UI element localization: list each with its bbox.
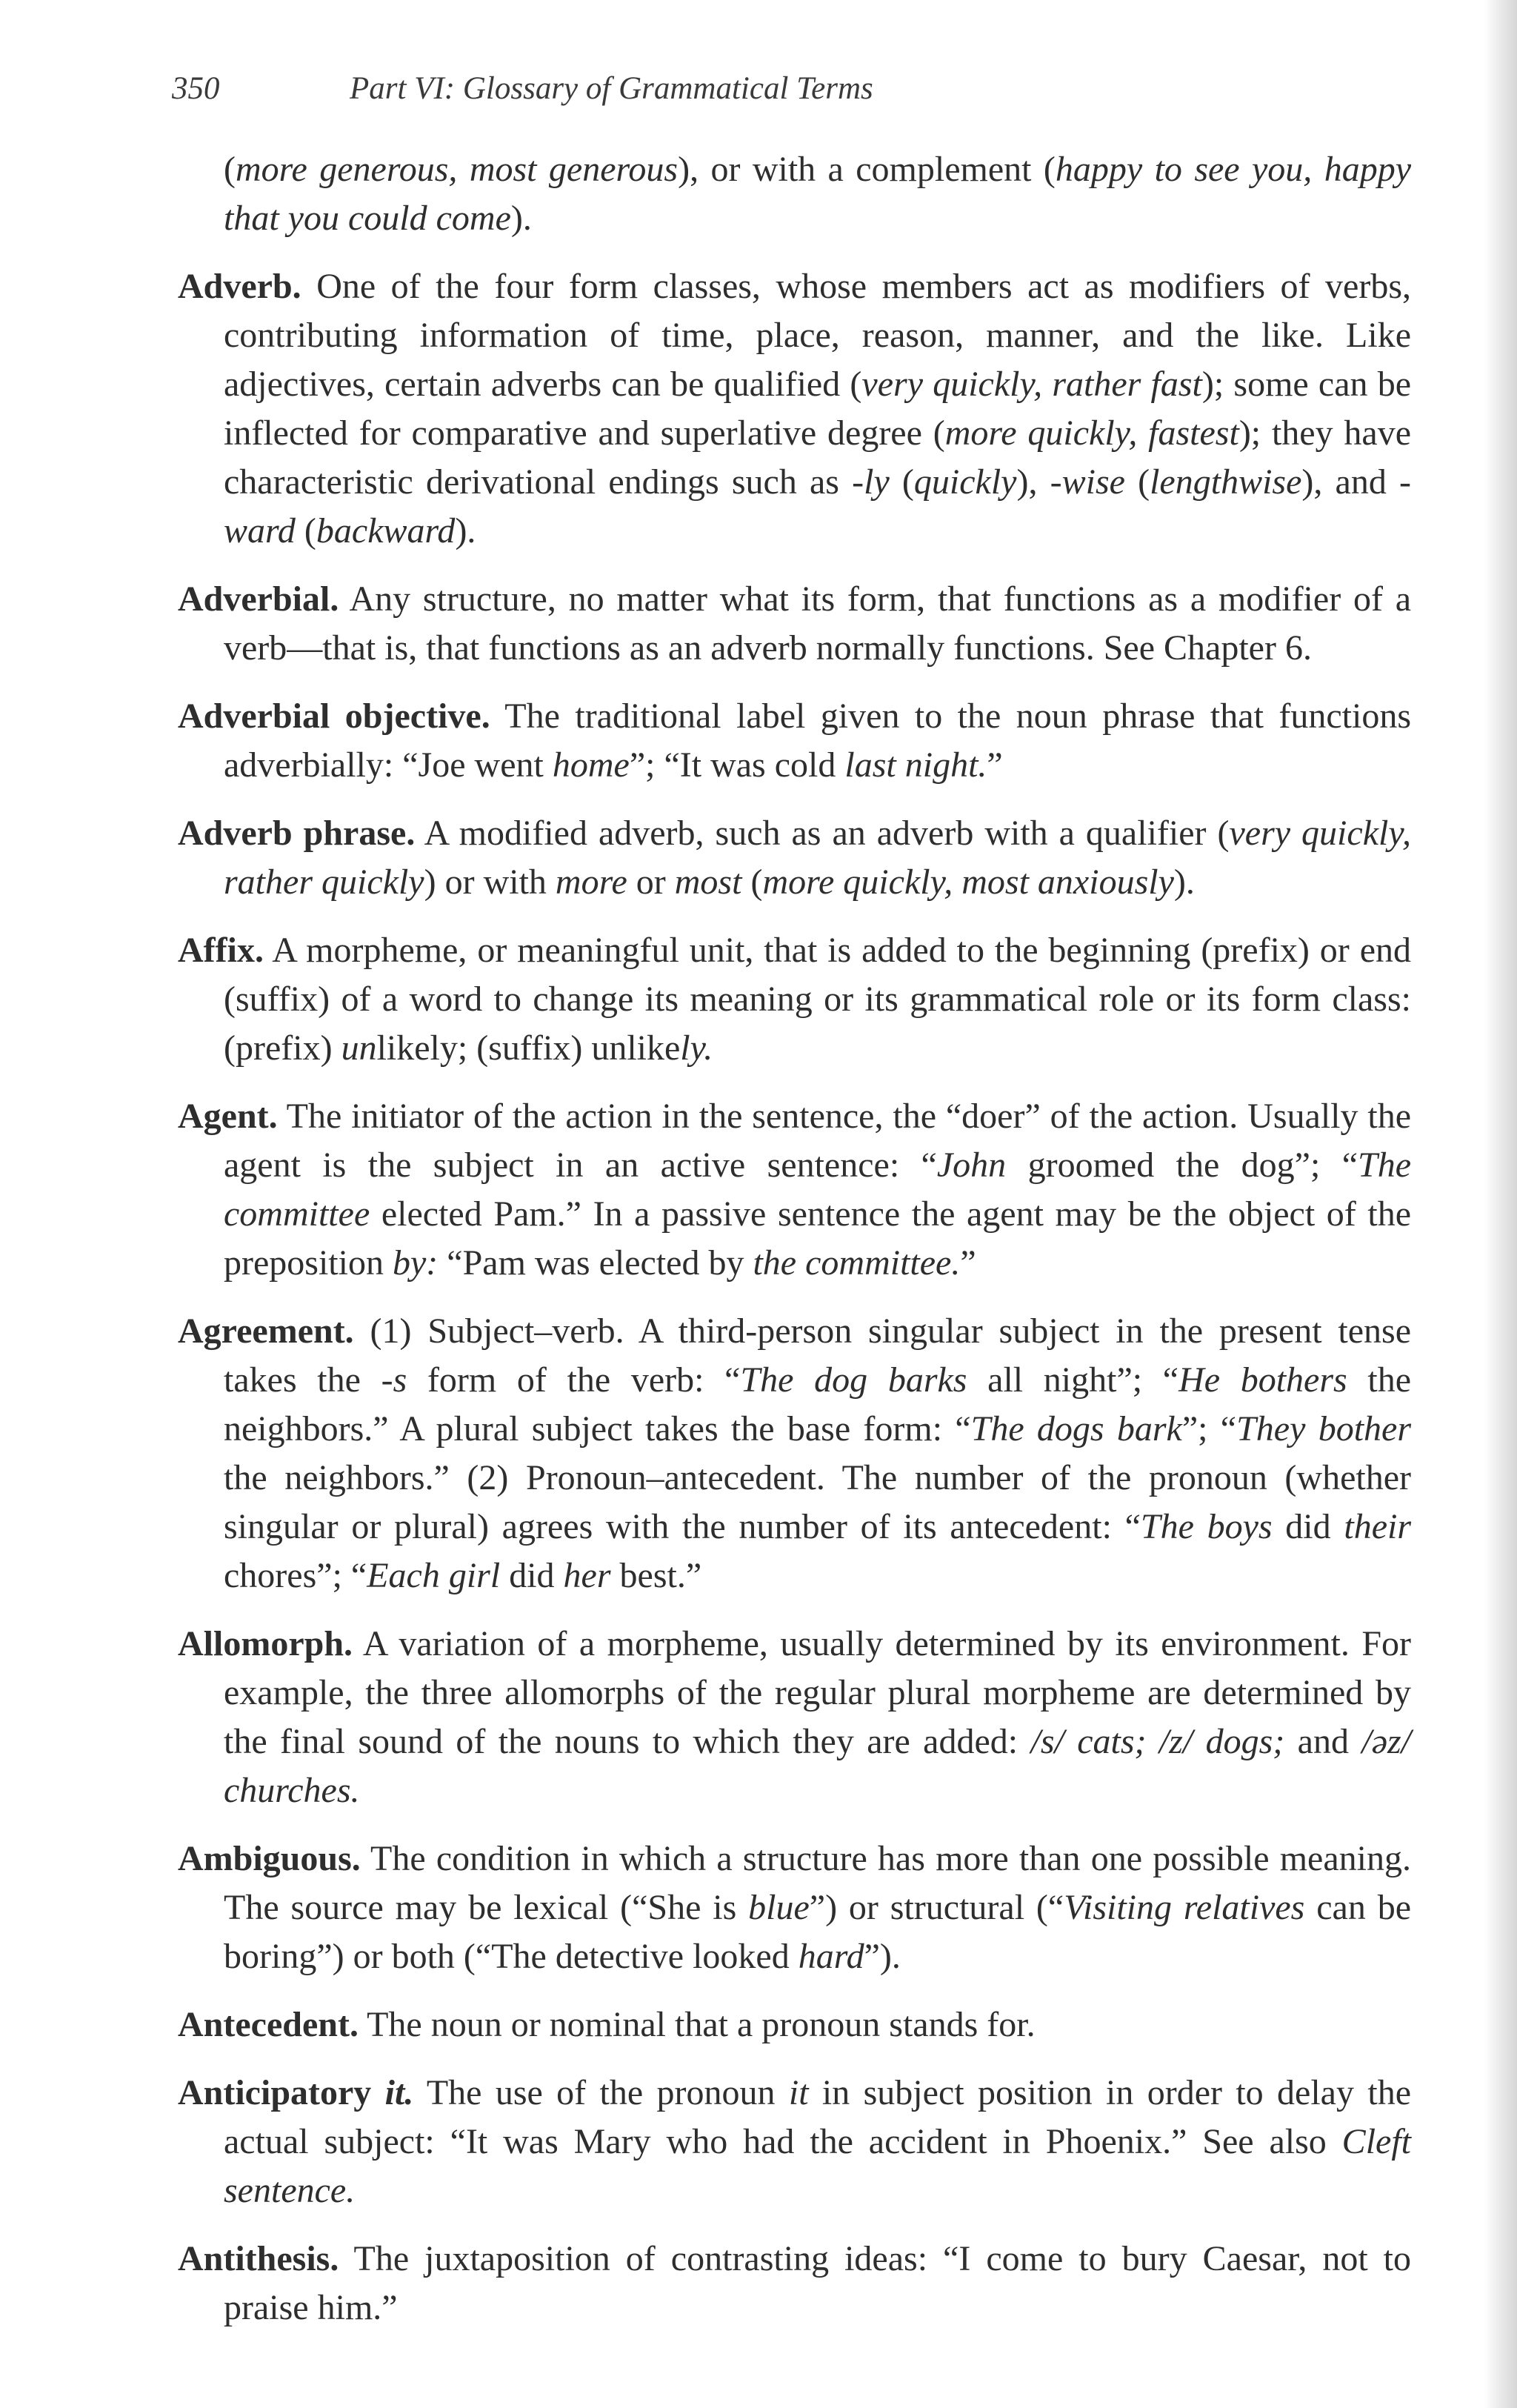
entry-example-text: most: [674, 862, 742, 902]
entry-definition-text: The condition in which a structure has more than one possible meaning. The source may be lexical (“She is: [224, 1839, 1411, 1927]
entry-example-text: backward: [316, 511, 456, 551]
glossary-entry-antithesis: [178, 2235, 1411, 2332]
entry-term: Agreement.: [178, 1311, 354, 1351]
entry-definition-text: ”; “It was cold: [629, 745, 845, 785]
glossary-entry-anticipatory-it: [178, 2069, 1411, 2215]
entry-definition-text: The use of the pronoun: [413, 2073, 789, 2112]
entry-definition-text: all night”; “: [967, 1360, 1179, 1400]
entry-example-text: They bother: [1236, 1409, 1412, 1449]
glossary-entry-agent: [178, 1092, 1411, 1288]
entry-example-text: un: [341, 1028, 377, 1068]
entry-example-text: He bothers: [1178, 1360, 1347, 1400]
entry-definition-text: best.”: [610, 1556, 702, 1595]
entry-definition-text: ); some can be inflected for comparative and superlative degree (: [224, 365, 1412, 453]
entry-example-text: The boys: [1140, 1507, 1273, 1546]
entry-example-text: Visiting relatives: [1064, 1888, 1305, 1927]
entry-definition-text: (: [889, 462, 914, 502]
page-number: 350: [172, 71, 220, 106]
entry-definition-text: ); they have characteristic derivational endings such as: [224, 413, 1411, 502]
entry-definition-text: A variation of a morpheme, usually determined by its environment. For example, the three allomorphs of the regular plural morpheme are determined by the final sound of the nouns to which they are added:: [224, 1624, 1411, 1761]
entry-example-text: blue: [748, 1888, 810, 1927]
entry-example-text: lengthwise: [1150, 462, 1302, 502]
entry-term: Affix.: [178, 931, 264, 970]
entry-definition-text: chores”; “: [224, 1556, 367, 1595]
entry-example-text: Each girl: [367, 1556, 501, 1595]
entry-example-text: last night.: [844, 745, 987, 785]
entry-example-text: -wise: [1050, 462, 1125, 502]
entry-definition-text: One of the four form classes, whose members act as modifiers of verbs, contributing information of time, place, reason, manner, and the like. Like adjectives, certain adverbs can be qualified (: [224, 267, 1411, 404]
entry-definition-text: elected Pam.” In a passive sentence the agent may be the object of the preposition: [224, 1194, 1411, 1283]
entry-term: Allomorph.: [178, 1624, 353, 1663]
entry-definition-text: The traditional label given to the noun phrase that functions adverbially: “Joe went: [224, 696, 1411, 785]
entry-example-text: John: [936, 1145, 1007, 1185]
entry-definition-text: ), and: [1301, 462, 1400, 502]
entry-example-text: her: [563, 1556, 611, 1595]
entry-example-text: /s/ cats; /z/ dogs;: [1030, 1722, 1285, 1761]
entry-term: Ambiguous.: [178, 1839, 361, 1878]
entry-definition-text: ).: [455, 511, 476, 551]
entry-definition-text: (1) Subject–verb. A third-person singular subject in the present tense takes the: [224, 1311, 1411, 1400]
entry-definition-text: ).: [510, 199, 532, 238]
entry-example-text: very quickly, rather fast: [861, 365, 1202, 404]
entry-term: Antithesis.: [178, 2239, 339, 2278]
entry-definition-text: ”).: [864, 1937, 901, 1976]
glossary-entry-adverbial: [178, 575, 1411, 673]
entry-definition-text: ),: [1016, 462, 1050, 502]
entry-example-text: home: [552, 745, 630, 785]
entry-example-text: by:: [392, 1243, 439, 1283]
entry-definition-text: (: [295, 511, 316, 551]
entry-definition-text: The noun or nominal that a pronoun stands for.: [358, 2005, 1036, 2044]
entry-term: Adverb.: [178, 267, 301, 306]
entry-definition-text: (: [224, 150, 236, 189]
glossary-entry-antecedent: [178, 2000, 1411, 2049]
entry-example-text: their: [1344, 1507, 1412, 1546]
entry-definition-text: or: [627, 862, 675, 902]
entry-definition-text: ).: [1173, 862, 1195, 902]
glossary-entry-ambiguous: [178, 1835, 1411, 1981]
entry-definition-text: Any structure, no matter what its form, that functions as a modifier of a verb—that is, that functions as an adverb normally functions. See Chapter 6.: [224, 579, 1411, 668]
entry-definition-text: ”: [960, 1243, 976, 1283]
entry-example-text: quickly: [913, 462, 1017, 502]
entry-example-text: more quickly, fastest: [944, 413, 1239, 453]
entry-term: Adverb phrase.: [178, 814, 416, 853]
entry-definition-text: and: [1284, 1722, 1362, 1761]
entry-definition-text: in subject position in order to delay the actual subject: “It was Mary who had the accident in Phoenix.” See also: [224, 2073, 1411, 2161]
entry-example-text: happy to see you, happy that you could come: [224, 150, 1411, 238]
entry-definition-text: (: [741, 862, 763, 902]
entry-definition-text: groomed the dog”; “: [1006, 1145, 1358, 1185]
entry-example-text: Cleft sentence.: [224, 2122, 1411, 2210]
entry-example-text: The dogs bark: [970, 1409, 1182, 1449]
entry-example-text: more quickly, most anxiously: [762, 862, 1174, 902]
entry-definition-text: did: [500, 1556, 564, 1595]
entry-term: Agent.: [178, 1097, 278, 1136]
entry-definition-text: The juxtaposition of contrasting ideas: “I come to bury Caesar, not to praise him.”: [224, 2239, 1411, 2327]
glossary-entries: [178, 145, 1411, 2352]
entry-term: Anticipatory it.: [178, 2073, 414, 2112]
entry-definition-text: “Pam was elected by: [438, 1243, 753, 1283]
entry-example-text: it: [788, 2073, 809, 2112]
entry-definition-text: form of the verb: “: [407, 1360, 741, 1400]
entry-term: Adverbial objective.: [178, 696, 490, 736]
entry-definition-text: can be boring”) or both (“The detective looked: [224, 1888, 1412, 1976]
glossary-entry-adverb-phrase: [178, 809, 1411, 907]
glossary-entry-adverb: [178, 262, 1411, 556]
entry-example-text: more: [555, 862, 627, 902]
section-title: Part VI: Glossary of Grammatical Terms: [350, 71, 873, 106]
running-head: [172, 68, 1327, 110]
entry-definition-text: ”) or structural (“: [809, 1888, 1064, 1927]
entry-example-text: more generous, most generous: [235, 150, 679, 189]
entry-example-text: -ly: [852, 462, 890, 502]
entry-definition-text: A morpheme, or meaningful unit, that is added to the beginning (prefix) or end (suffix) of a word to change its meaning or its grammatical role or its form class: (prefix): [224, 931, 1411, 1068]
entry-definition-text: did: [1272, 1507, 1344, 1546]
entry-definition-text: A modified adverb, such as an adverb with a qualifier (: [415, 814, 1230, 853]
entry-example-text: The dog barks: [740, 1360, 967, 1400]
entry-definition-text: likely; (suffix) unlike: [376, 1028, 681, 1068]
entry-definition-text: ”: [987, 745, 1003, 785]
glossary-entry-adverbial-objective: [178, 692, 1411, 790]
entry-example-text: the committee.: [753, 1243, 961, 1283]
glossary-entry-allomorph: [178, 1620, 1411, 1815]
entry-definition-text: The initiator of the action in the sentence, the “doer” of the action. Usually the agent is the subject in an active sentence: “: [224, 1097, 1411, 1185]
page-edge-shadow: [1484, 0, 1517, 2408]
entry-definition-text: ”; “: [1181, 1409, 1237, 1449]
entry-example-text: The committee: [224, 1145, 1411, 1234]
entry-example-text: -s: [381, 1360, 407, 1400]
entry-definition-text: (: [1124, 462, 1150, 502]
entry-definition-text: the neighbors.” (2) Pronoun–antecedent. The number of the pronoun (whether singular or plural) agrees with the number of its antecedent: “: [224, 1458, 1411, 1546]
glossary-entry-affix: [178, 926, 1411, 1073]
entry-example-text: ly.: [680, 1028, 713, 1068]
entry-example-text: -ward: [224, 462, 1411, 551]
entry-example-text: very quickly, rather quickly: [224, 814, 1411, 902]
entry-definition-text: ) or with: [424, 862, 556, 902]
glossary-entry-agreement: [178, 1307, 1411, 1600]
entry-example-text: hard: [798, 1937, 864, 1976]
entry-definition-text: the neighbors.” A plural subject takes the base form: “: [224, 1360, 1412, 1449]
glossary-entry-continuation: [178, 145, 1411, 243]
entry-term: Adverbial.: [178, 579, 339, 619]
entry-definition-text: ), or with a complement (: [678, 150, 1056, 189]
entry-example-text: /əz/ churches.: [224, 1722, 1412, 1810]
entry-term: Antecedent.: [178, 2005, 359, 2044]
